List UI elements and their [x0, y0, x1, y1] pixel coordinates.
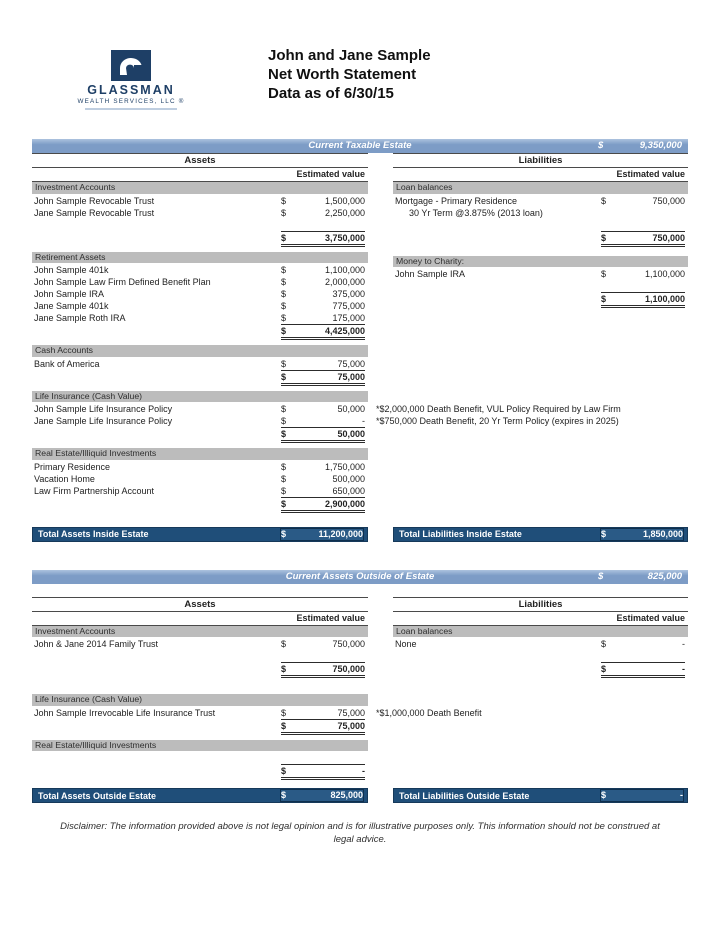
- item-label: Bank of America: [34, 358, 100, 369]
- currency-symbol: $: [281, 790, 287, 800]
- title-line-2: Net Worth Statement: [268, 66, 417, 83]
- blank-row: [32, 752, 368, 764]
- subtotal-amount: [281, 427, 365, 443]
- item-label: John Sample Life Insurance Policy: [34, 404, 173, 414]
- item-value: 75,000: [337, 358, 365, 369]
- subtotal-row: [32, 231, 368, 247]
- item-label-cell: [32, 638, 281, 650]
- line-item: [32, 276, 368, 288]
- group-header: Life Insurance (Cash Value): [32, 694, 368, 706]
- item-amount: [281, 461, 365, 473]
- subtotal-value: 1,100,000: [644, 294, 685, 304]
- item-amount: [601, 268, 685, 280]
- estimated-value-heading: Estimated value: [32, 612, 368, 626]
- subtotal-value: 50,000: [337, 429, 365, 439]
- group-header: Retirement Assets: [32, 252, 368, 264]
- account-group: [32, 182, 368, 247]
- item-amount: [601, 195, 685, 207]
- line-item: [32, 300, 368, 312]
- line-item: [32, 707, 482, 719]
- total-liabilities-outside-bar: [393, 788, 688, 803]
- logo-tagline: [85, 108, 177, 110]
- item-amount: [281, 288, 365, 300]
- subtotal-row: [32, 662, 368, 678]
- blank-row: [393, 219, 688, 231]
- item-value: 50,000: [337, 404, 365, 414]
- item-label-cell: [32, 403, 281, 415]
- item-label: Mortgage - Primary Residence: [395, 195, 518, 206]
- line-item: [32, 207, 368, 219]
- item-label: None: [395, 639, 417, 649]
- section-total-value: 9,350,000: [639, 140, 682, 151]
- account-group: [32, 448, 368, 513]
- item-label-cell: [32, 276, 281, 288]
- currency-symbol: $: [281, 289, 287, 299]
- line-item: [32, 403, 621, 415]
- disclaimer-text: Disclaimer: The information provided above is not legal opinion and is for illustrative purposes only. This information should not be construed at legal advice.: [60, 821, 660, 845]
- subtotal-value: 750,000: [652, 232, 685, 243]
- item-note: *$2,000,000 Death Benefit, VUL Policy Required by Law Firm: [376, 404, 621, 414]
- item-label: Jane Sample Roth IRA: [34, 313, 126, 323]
- item-label: John Sample Revocable Trust: [34, 195, 155, 206]
- inside-estate-totals: [32, 527, 688, 542]
- item-value: 775,000: [332, 301, 365, 311]
- liabilities-groups: [393, 182, 688, 308]
- currency-symbol: $: [281, 416, 287, 426]
- subtotal-value: -: [362, 766, 365, 776]
- currency-symbol: $: [601, 232, 607, 243]
- account-group: [32, 390, 621, 444]
- item-value: 750,000: [652, 195, 685, 206]
- account-group: [32, 740, 368, 781]
- subtotal-row: [32, 370, 368, 386]
- line-item: [393, 195, 688, 219]
- line-item: [32, 473, 368, 485]
- item-label: John Sample 401k: [34, 265, 109, 275]
- item-label: John Sample IRA: [395, 269, 466, 279]
- group-header: Loan balances: [393, 626, 688, 638]
- item-label: John Sample Law Firm Defined Benefit Plan: [34, 277, 211, 287]
- item-amount: [281, 415, 365, 427]
- total-assets-outside-bar: [32, 788, 368, 803]
- assets-column-header: [32, 597, 368, 626]
- currency-symbol: $: [281, 485, 287, 496]
- total-value: 11,200,000: [318, 528, 363, 539]
- title-line-1: John and Jane Sample: [268, 47, 431, 64]
- group-header: Life Insurance (Cash Value): [32, 391, 368, 403]
- outside-estate-columns: [32, 597, 688, 786]
- currency-symbol: $: [598, 140, 604, 151]
- currency-symbol: $: [281, 461, 287, 472]
- item-label-cell: [393, 195, 601, 219]
- account-group: [393, 626, 688, 679]
- item-value: 750,000: [332, 639, 365, 649]
- item-label: Vacation Home: [34, 473, 95, 484]
- total-assets-inside-bar: [32, 527, 368, 542]
- line-item: [32, 461, 368, 473]
- item-amount: [281, 276, 365, 288]
- line-item: [393, 268, 688, 280]
- currency-symbol: $: [281, 639, 287, 649]
- item-value: -: [362, 416, 365, 426]
- line-item: [32, 312, 368, 324]
- subtotal-amount: [281, 324, 365, 340]
- currency-symbol: $: [601, 528, 607, 539]
- subtotal-amount: [281, 231, 365, 247]
- item-label: Law Firm Partnership Account: [34, 485, 155, 496]
- group-header: Loan balances: [393, 182, 688, 194]
- section-title: Current Taxable Estate: [308, 140, 412, 151]
- item-amount: [281, 207, 365, 219]
- estimated-value-heading: Estimated value: [32, 168, 368, 182]
- item-label-cell: [393, 268, 601, 280]
- outside-estate-totals: [32, 788, 688, 803]
- liabilities-heading: Liabilities: [393, 598, 688, 612]
- item-value: 1,100,000: [324, 265, 365, 275]
- item-amount: [601, 638, 685, 650]
- section-total-value: 825,000: [647, 570, 682, 582]
- assets-heading: Assets: [32, 598, 368, 612]
- logo-company-name: GLASSMAN: [87, 83, 175, 97]
- item-label-cell: [32, 300, 281, 312]
- currency-symbol: $: [281, 528, 287, 539]
- group-header: Real Estate/Illiquid Investments: [32, 740, 368, 752]
- subtotal-amount: [281, 764, 365, 780]
- subtotal-amount: [281, 497, 365, 513]
- subtotal-value: 75,000: [337, 371, 365, 382]
- currency-symbol: $: [281, 498, 287, 509]
- item-amount: [281, 312, 365, 324]
- currency-symbol: $: [281, 277, 287, 287]
- subtotal-value: 750,000: [332, 664, 365, 674]
- total-amount: [600, 789, 684, 802]
- item-label: Primary Residence: [34, 461, 111, 472]
- currency-symbol: $: [281, 371, 287, 382]
- item-note: *$1,000,000 Death Benefit: [376, 707, 482, 718]
- glassman-logo: [76, 50, 186, 110]
- total-value: 1,850,000: [642, 528, 683, 539]
- item-amount: [281, 485, 365, 497]
- currency-symbol: $: [281, 358, 287, 369]
- currency-symbol: $: [601, 639, 607, 649]
- item-label-cell: [32, 707, 281, 719]
- account-group: [32, 626, 368, 679]
- total-amount: [280, 528, 364, 541]
- item-label-cell: [32, 415, 281, 427]
- currency-symbol: $: [601, 790, 607, 800]
- group-header: Investment Accounts: [32, 626, 368, 638]
- subtotal-row: [32, 764, 368, 780]
- subtotal-value: 4,425,000: [324, 326, 365, 336]
- liabilities-groups: [393, 626, 688, 679]
- currency-symbol: $: [281, 664, 287, 674]
- currency-symbol: $: [281, 232, 287, 243]
- assets-column-header: [32, 153, 368, 182]
- subtotal-value: 75,000: [337, 720, 365, 731]
- line-item: [32, 264, 368, 276]
- group-header: Real Estate/Illiquid Investments: [32, 448, 368, 460]
- currency-symbol: $: [281, 766, 287, 776]
- total-label: Total Assets Inside Estate: [38, 529, 149, 539]
- currency-symbol: $: [281, 265, 287, 275]
- group-header: Money to Charity:: [393, 256, 688, 268]
- subtotal-row: [32, 324, 368, 340]
- statement-body: [32, 139, 688, 846]
- item-value: 75,000: [337, 707, 365, 718]
- line-item: [32, 415, 619, 427]
- logo-company-subtitle: WEALTH SERVICES, LLC ®: [77, 98, 185, 105]
- total-liabilities-inside-bar: [393, 527, 688, 542]
- item-label: Jane Sample 401k: [34, 301, 109, 311]
- account-group: [393, 182, 688, 247]
- total-label: Total Liabilities Outside Estate: [399, 790, 530, 801]
- liabilities-column-header: [393, 597, 688, 626]
- subtotal-row: [32, 719, 368, 735]
- blank-row: [393, 650, 688, 662]
- item-value: -: [682, 639, 685, 649]
- item-note: *$750,000 Death Benefit, 20 Yr Term Policy (expires in 2025): [376, 416, 619, 426]
- account-group: [393, 256, 688, 309]
- currency-symbol: $: [281, 473, 287, 484]
- item-label-cell: [32, 264, 281, 276]
- currency-symbol: $: [281, 720, 287, 731]
- currency-symbol: $: [281, 404, 287, 414]
- total-label: Total Liabilities Inside Estate: [399, 529, 522, 539]
- item-label-cell: [32, 288, 281, 300]
- item-amount: [281, 403, 365, 415]
- group-header: Cash Accounts: [32, 345, 368, 357]
- liabilities-column: [393, 597, 688, 684]
- item-value: 2,250,000: [324, 207, 365, 218]
- account-group: [32, 694, 482, 735]
- item-label-cell: [32, 312, 281, 324]
- item-label-cell: [393, 638, 601, 650]
- subtotal-amount: [281, 370, 365, 386]
- currency-symbol: $: [281, 207, 287, 218]
- currency-symbol: $: [601, 294, 607, 304]
- blank-row: [393, 280, 688, 292]
- section-total: [598, 139, 682, 153]
- currency-symbol: $: [281, 326, 287, 336]
- item-label: John Sample IRA: [34, 289, 105, 299]
- blank-row: [32, 219, 368, 231]
- subtotal-row: [32, 427, 368, 443]
- liabilities-column-header: [393, 153, 688, 182]
- line-item: [32, 195, 368, 207]
- item-value: 1,750,000: [324, 461, 365, 472]
- subtotal-amount: [601, 292, 685, 308]
- liabilities-column: [393, 153, 688, 313]
- item-amount: [281, 638, 365, 650]
- item-label-cell: [32, 195, 281, 207]
- item-value: 650,000: [332, 485, 365, 496]
- item-amount: [281, 358, 365, 370]
- page-header: [0, 0, 720, 139]
- currency-symbol: $: [601, 664, 607, 674]
- total-value: 825,000: [330, 790, 363, 800]
- line-item: [32, 358, 368, 370]
- inside-estate-columns: [32, 153, 688, 518]
- item-amount: [281, 195, 365, 207]
- subtotal-row: [393, 662, 688, 678]
- subtotal-amount: [281, 662, 365, 678]
- estimated-value-heading: Estimated value: [393, 612, 688, 626]
- item-amount: [281, 473, 365, 485]
- item-label-cell: [32, 207, 281, 219]
- subtotal-value: -: [682, 664, 685, 674]
- estimated-value-heading: Estimated value: [393, 168, 688, 182]
- subtotal-value: 3,750,000: [324, 232, 365, 243]
- assets-heading: Assets: [32, 154, 368, 168]
- total-amount: [280, 789, 364, 802]
- currency-symbol: $: [601, 195, 607, 206]
- item-value: 500,000: [332, 473, 365, 484]
- document-title: [268, 46, 431, 103]
- subtotal-amount: [601, 231, 685, 247]
- item-value: 175,000: [332, 313, 365, 323]
- subtotal-amount: [281, 719, 365, 735]
- item-amount: [281, 264, 365, 276]
- glassman-logo-icon: [111, 50, 151, 81]
- group-header: Investment Accounts: [32, 182, 368, 194]
- line-item: [32, 485, 368, 497]
- currency-symbol: $: [601, 269, 607, 279]
- item-label: Jane Sample Revocable Trust: [34, 207, 155, 218]
- currency-symbol: $: [281, 195, 287, 206]
- section-title: Current Assets Outside of Estate: [285, 570, 435, 582]
- subtotal-row: [32, 497, 368, 513]
- item-label-cell: [32, 473, 281, 485]
- title-line-3: Data as of 6/30/15: [268, 85, 394, 102]
- item-value: 375,000: [332, 289, 365, 299]
- subtotal-row: [393, 231, 688, 247]
- total-value: -: [680, 790, 683, 800]
- total-amount: [600, 528, 684, 541]
- item-label-cell: [32, 358, 281, 370]
- total-label: Total Assets Outside Estate: [38, 790, 157, 801]
- currency-symbol: $: [281, 301, 287, 311]
- item-value: 1,100,000: [644, 269, 685, 279]
- currency-symbol: $: [281, 429, 287, 439]
- currency-symbol: $: [281, 313, 287, 323]
- item-label: John Sample Irrevocable Life Insurance Trust: [34, 707, 216, 718]
- currency-symbol: $: [598, 570, 604, 582]
- line-item: [32, 288, 368, 300]
- item-value: 1,500,000: [324, 195, 365, 206]
- section-banner-outside-estate: [32, 570, 688, 584]
- item-label: John & Jane 2014 Family Trust: [34, 639, 159, 649]
- item-label-cell: [32, 461, 281, 473]
- item-label-cell: [32, 485, 281, 497]
- section-total: [598, 570, 682, 584]
- subtotal-value: 2,900,000: [324, 498, 365, 509]
- item-amount: [281, 300, 365, 312]
- item-label: Jane Sample Life Insurance Policy: [34, 416, 173, 426]
- section-banner-inside-estate: [32, 139, 688, 153]
- subtotal-row: [393, 292, 688, 308]
- line-item: [393, 638, 688, 650]
- account-group: [32, 345, 368, 386]
- item-sublabel: 30 Yr Term @3.875% (2013 loan): [409, 207, 543, 218]
- liabilities-heading: Liabilities: [393, 154, 688, 168]
- line-item: [32, 638, 368, 650]
- item-amount: [281, 707, 365, 719]
- account-group: [32, 252, 368, 341]
- item-value: 2,000,000: [324, 277, 365, 287]
- currency-symbol: $: [281, 707, 287, 718]
- blank-row: [32, 650, 368, 662]
- subtotal-amount: [601, 662, 685, 678]
